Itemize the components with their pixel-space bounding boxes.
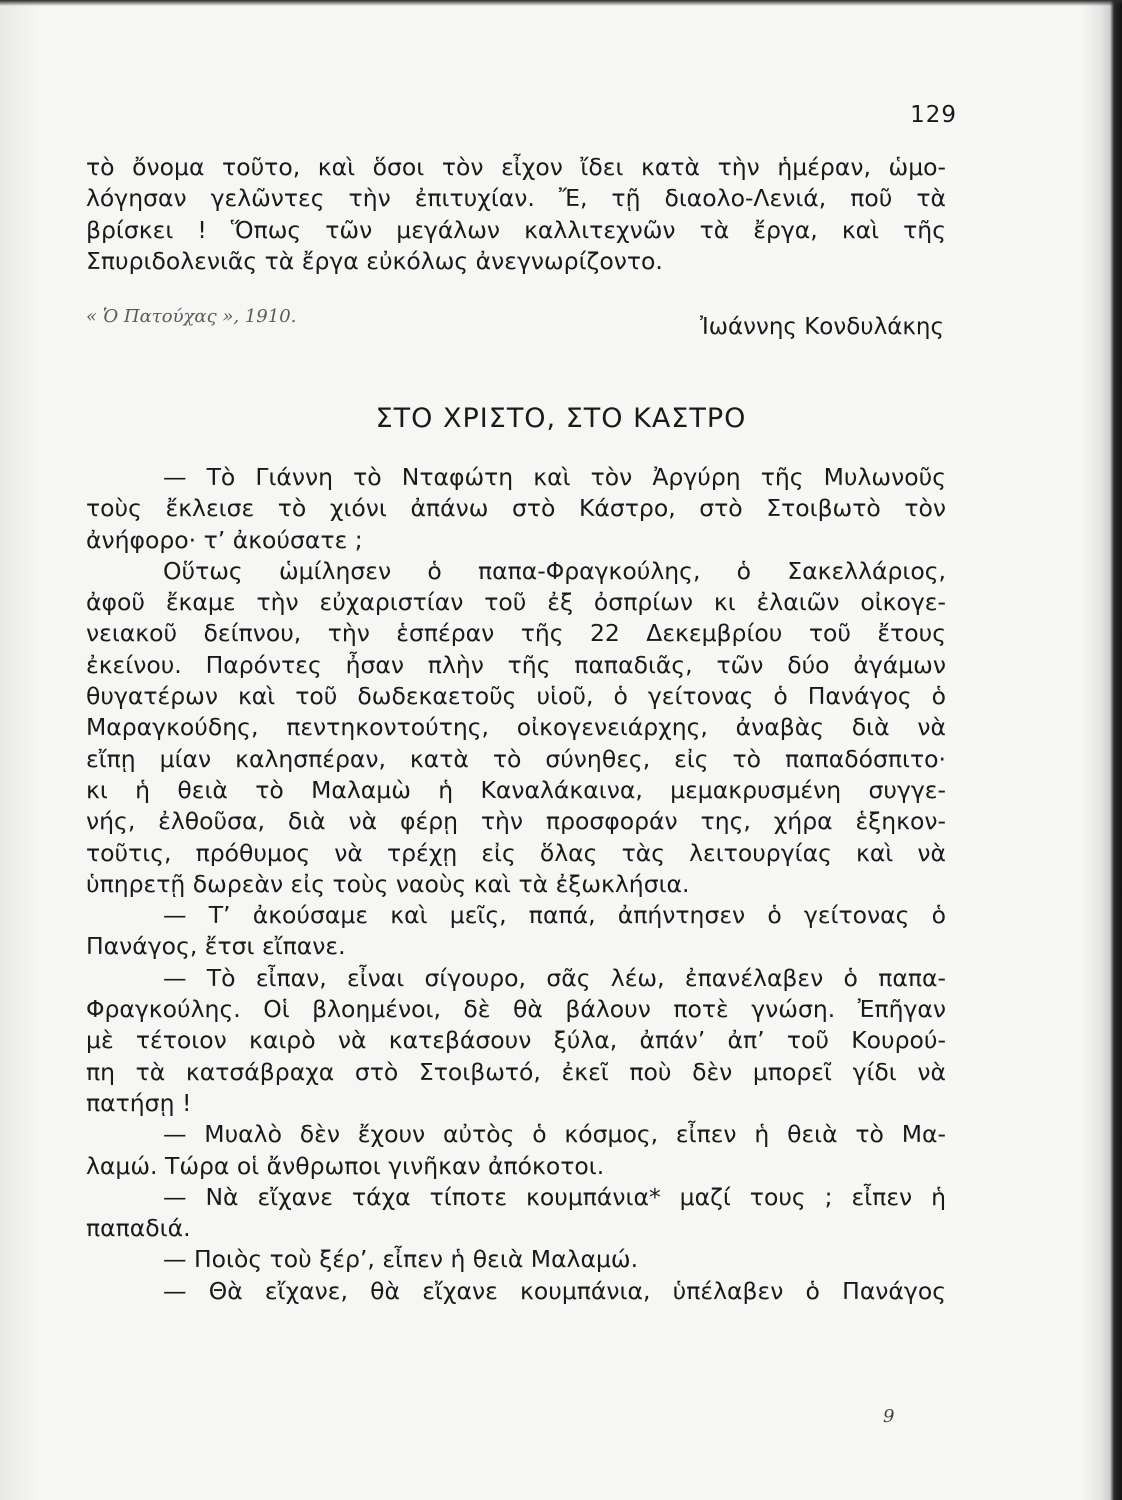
text-line: — Θὰ εἴχανε, θὰ εἴχανε κουμπάνια, ὑπέλαβεν ὁ Πανάγος [163,1276,946,1305]
text-line: — Ποιὸς τοὺ ξέρ’, εἶπεν ἡ θειὰ Μαλαμώ. [163,1245,639,1274]
text-line: θυγατέρων καὶ τοῦ δωδεκαετοῦς υἱοῦ, ὁ γείτονας ὁ Πανάγος ὁ [86,682,946,711]
text-line: ἐκείνου. Παρόντες ἦσαν πλὴν τῆς παπαδιᾶς, τῶν δύο ἀγάμων [86,650,946,679]
text-line: λόγησαν γελῶντες τὴν ἐπιτυχίαν. Ἔ, τῇ διαολο-Λενιά, ποῦ τὰ [86,184,946,213]
text-line: ἀνήφορο· τ’ ἀκούσατε ; [86,525,363,554]
text-line: Μαραγκούδης, πεντηκοντούτης, οἰκογενειάρχης, ἀναβὰς διὰ νὰ [86,713,946,742]
text-line: Φραγκούλης. Οἱ βλοημένοι, δὲ θὰ βάλουν ποτὲ γνώση. Ἐπῆγαν [86,995,946,1024]
text-line: νής, ἐλθοῦσα, διὰ νὰ φέρῃ τὴν προσφοράν της, χήρα ἑξηκον- [86,807,946,836]
text-line: μὲ τέτοιον καιρὸ νὰ κατεβάσουν ξύλα, ἀπάν’ ἀπ’ τοῦ Κουρού- [86,1026,946,1055]
story-title: ΣΤΟ ΧΡΙΣΤΟ, ΣΤΟ ΚΑΣΤΡΟ [375,403,747,434]
text-line: πη τὰ κατσάβραχα στὸ Στοιβωτό, ἐκεῖ ποὺ δὲν μπορεῖ γίδι νὰ [86,1057,946,1086]
author-name: Ἰωάννης Κονδυλάκης [699,314,944,340]
source-citation: « Ὁ Πατούχας », 1910. [86,306,297,327]
text-line: — Μυαλὸ δὲν ἔχουν αὐτὸς ὁ κόσμος, εἶπεν ἡ θειὰ τὸ Μα- [163,1120,946,1149]
text-line: τοῦτις, πρόθυμος νὰ τρέχῃ εἰς ὅλας τὰς λειτουργίας καὶ νὰ [86,838,946,867]
text-line: Οὕτως ὡμίλησεν ὁ παπα-Φραγκούλης, ὁ Σακελλάριος, [163,556,946,585]
story-body [86,462,946,1307]
text-line: — Τ’ ἀκούσαμε καὶ μεῖς, παπά, ἀπήντησεν ὁ γείτονας ὁ [163,901,946,930]
text-line: Σπυριδολενιᾶς τὰ ἔργα εὐκόλως ἀνεγνωρίζοντο. [86,246,663,275]
scan-edge-shadow [0,0,1122,6]
text-line: λαμώ. Τώρα οἱ ἄνθρωποι γινῆκαν ἀπόκοτοι. [86,1151,605,1180]
text-line: ἀφοῦ ἔκαμε τὴν εὐχαριστίαν τοῦ ἐξ ὀσπρίων κι ἐλαιῶν οἰκογε- [86,588,946,617]
text-line: ὑπηρετῇ δωρεὰν εἰς τοὺς ναοὺς καὶ τὰ ἐξωκλήσια. [86,869,690,898]
text-line: τοὺς ἔκλεισε τὸ χιόνι ἀπάνω στὸ Κάστρο, στὸ Στοιβωτὸ τὸν [86,494,946,523]
signature-folio: 9 [883,1406,895,1427]
previous-excerpt-ending [86,152,946,277]
text-line: Πανάγος, ἔτσι εἴπανε. [86,932,346,961]
text-line: — Τὸ Γιάννη τὸ Νταφώτη καὶ τὸν Ἀργύρη τῆς Μυλωνοῦς [163,463,946,491]
text-line: νειακοῦ δείπνου, τὴν ἑσπέραν τῆς 22 Δεκεμβρίου τοῦ ἔτους [86,619,946,648]
text-line: πατήσῃ ! [86,1088,192,1117]
text-line: κι ἡ θειὰ τὸ Μαλαμὼ ἡ Καναλάκαινα, μεμακρυσμένη συγγε- [86,775,946,804]
text-line: εἴπῃ μίαν καλησπέραν, κατὰ τὸ σύνηθες, εἰς τὸ παπαδόσπιτο· [86,744,946,773]
text-line: βρίσκει ! Ὅπως τῶν μεγάλων καλλιτεχνῶν τὰ ἔργα, καὶ τῆς [86,215,946,244]
text-line: παπαδιά. [86,1214,191,1243]
page-number: 129 [910,102,957,128]
text-line: — Τὸ εἶπαν, εἶναι σίγουρο, σᾶς λέω, ἐπανέλαβεν ὁ παπα- [163,963,946,992]
text-line: — Νὰ εἴχανε τάχα τίποτε κουμπάνια* μαζί τους ; εἶπεν ἡ [163,1182,946,1211]
text-line: τὸ ὄνομα τοῦτο, καὶ ὅσοι τὸν εἶχον ἴδει κατὰ τὴν ἡμέραν, ὡμο- [86,153,946,181]
